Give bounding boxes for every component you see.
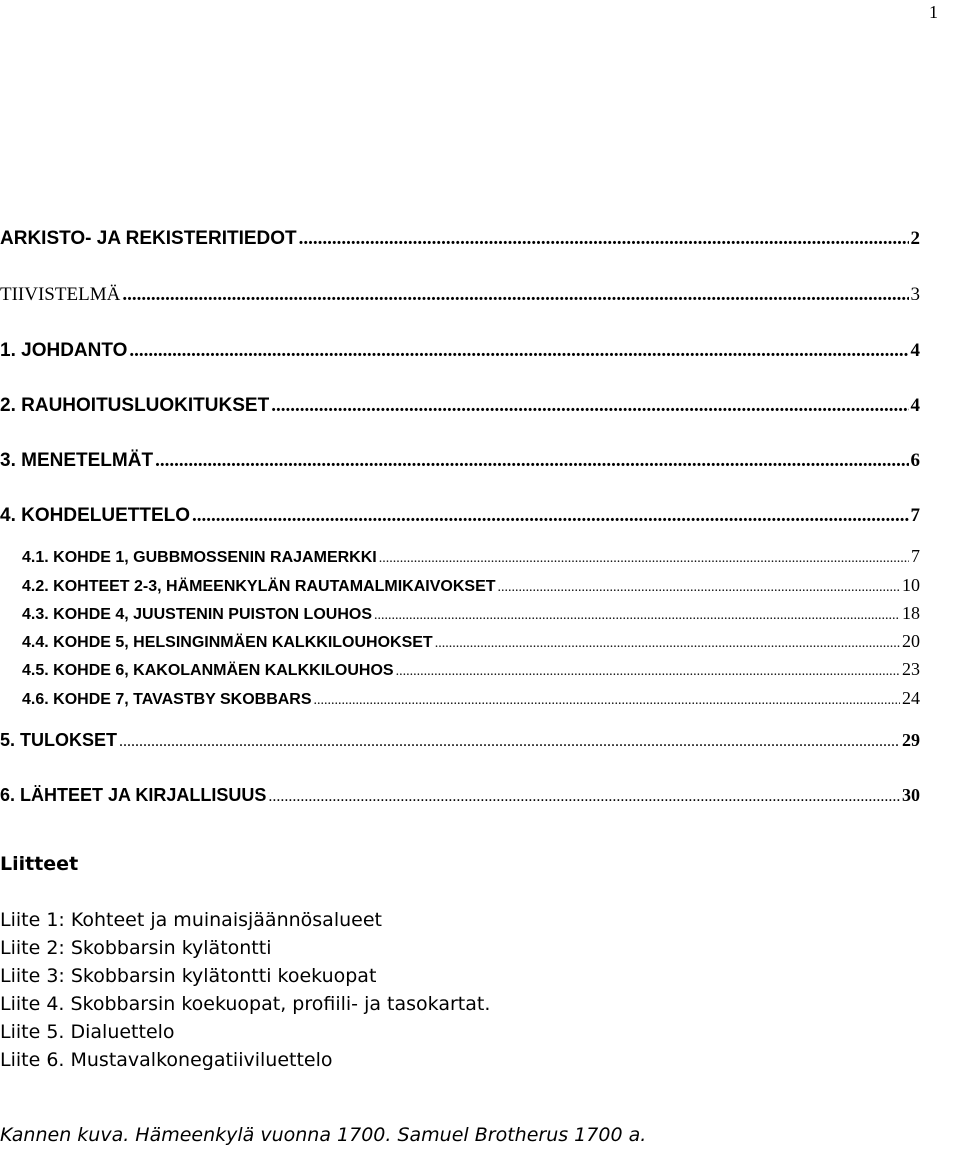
toc-entry-title: 6. LÄHTEET JA KIRJALLISUUS [0,785,267,805]
toc-entry-page: 10 [902,575,920,595]
toc-entry[interactable] [0,730,920,758]
toc-subentry[interactable] [22,631,920,659]
cover-image-caption: Kannen kuva. Hämeenkylä vuonna 1700. Samuel Brotherus 1700 a. [0,1124,647,1146]
toc-entry-page: 23 [902,659,920,679]
toc-entry-page: 7 [911,546,920,566]
toc-leader-dots [122,284,908,306]
toc-leader-dots [299,228,909,250]
toc-entry-title: 2. RAUHOITUSLUOKITUKSET [0,395,270,416]
toc-entry[interactable] [0,450,920,478]
appendix-item: Liite 6. Mustavalkonegatiiviluettelo [0,1049,333,1071]
appendix-item: Liite 1: Kohteet ja muinaisjäännösalueet [0,909,382,931]
toc-entry[interactable] [0,505,920,533]
toc-entry-page: 7 [910,505,920,526]
toc-subentry[interactable] [22,659,920,687]
toc-leader-dots [498,580,900,596]
toc-entry-page: 2 [910,228,920,249]
toc-leader-dots [379,551,909,567]
toc-entry[interactable] [0,284,920,312]
toc-entry-title: 3. MENETELMÄT [0,450,154,471]
toc-entry-title: 4.1. KOHDE 1, GUBBMOSSENIN RAJAMERKKI [22,549,377,566]
appendix-item: Liite 3: Skobbarsin kylätontti koekuopat [0,965,377,987]
toc-subentry[interactable] [22,603,920,631]
appendix-item: Liite 2: Skobbarsin kylätontti [0,937,272,959]
toc-entry-page: 6 [910,450,920,471]
toc-leader-dots [435,636,900,652]
toc-entry[interactable] [0,395,920,423]
toc-leader-dots [271,395,908,417]
toc-entry-page: 29 [902,730,920,750]
toc-leader-dots [268,788,900,806]
toc-entry-title: ARKISTO- JA REKISTERITIEDOT [0,228,297,249]
toc-leader-dots [374,608,900,624]
toc-entry[interactable] [0,340,920,368]
toc-leader-dots [155,450,908,472]
toc-entry-page: 4 [910,395,920,416]
toc-entry-page: 4 [910,340,920,361]
toc-leader-dots [314,693,900,709]
toc-subentry[interactable] [22,688,920,716]
toc-entry-title: TIIVISTELMÄ [0,284,121,305]
toc-entry-title: 4.3. KOHDE 4, JUUSTENIN PUISTON LOUHOS [22,606,372,623]
toc-entry-title: 4.2. KOHTEET 2-3, HÄMEENKYLÄN RAUTAMALMIKAIVOKSET [22,578,496,595]
toc-entry-page: 18 [902,603,920,623]
toc-leader-dots [129,340,908,362]
toc-entry-title: 4.4. KOHDE 5, HELSINGINMÄEN KALKKILOUHOKSET [22,634,433,651]
toc-entry[interactable] [0,785,920,813]
toc-entry-title: 4. KOHDELUETTELO [0,505,191,526]
toc-entry-page: 24 [902,688,920,708]
toc-subentry[interactable] [22,575,920,603]
appendix-heading: Liitteet [0,853,79,875]
toc-entry-page: 30 [902,785,920,805]
toc-entry-title: 4.6. KOHDE 7, TAVASTBY SKOBBARS [22,691,312,708]
page-number: 1 [929,2,938,22]
toc-entry-title: 1. JOHDANTO [0,340,128,361]
toc-leader-dots [396,664,900,680]
toc-entry-title: 4.5. KOHDE 6, KAKOLANMÄEN KALKKILOUHOS [22,662,394,679]
toc-entry-title: 5. TULOKSET [0,730,118,750]
toc-entry-page: 20 [902,631,920,651]
appendix-item: Liite 4. Skobbarsin koekuopat, profiili- ja tasokartat. [0,993,491,1015]
toc-leader-dots [119,733,900,751]
toc-entry-page: 3 [910,284,920,305]
toc-subentry[interactable] [22,546,920,574]
appendix-item: Liite 5. Dialuettelo [0,1021,175,1043]
toc-leader-dots [192,505,908,527]
toc-entry[interactable] [0,228,920,256]
